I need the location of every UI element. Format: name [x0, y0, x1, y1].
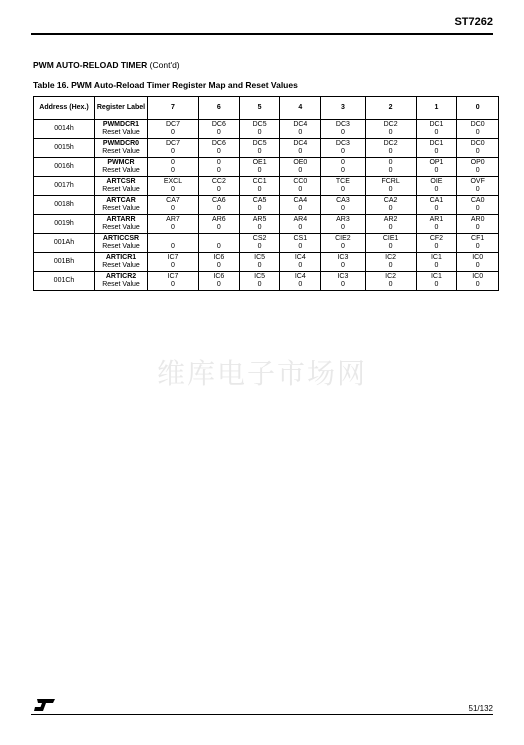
- bit-name: IC2: [385, 273, 397, 280]
- bit-name: AR0: [470, 216, 485, 223]
- bit-name: CC0: [293, 178, 308, 185]
- bit-reset-value: 0: [340, 167, 345, 174]
- bit-reset-value: 0: [257, 167, 262, 174]
- bit-reset-value: 0: [257, 262, 262, 269]
- bit-cell: [321, 253, 365, 272]
- bit-name: [149, 235, 197, 243]
- table-row: [34, 272, 499, 291]
- bit-cell: [416, 272, 457, 291]
- bit-reset-value: 0: [434, 186, 439, 193]
- header-register-label: Register Label: [95, 97, 148, 120]
- bit-reset-value: 0: [388, 281, 393, 288]
- bit-cell: [321, 272, 365, 291]
- bit-reset-value: 0: [171, 224, 175, 231]
- bit-cell: [198, 272, 239, 291]
- bit-name: AR7: [166, 216, 180, 223]
- header-bit-5: 5: [239, 97, 280, 120]
- register-label-cell: [95, 177, 148, 196]
- bit-cell: [416, 234, 457, 253]
- bit-cell: [416, 139, 457, 158]
- header-bit-6: 6: [198, 97, 239, 120]
- bit-cell: [321, 120, 365, 139]
- bit-cell: [148, 253, 199, 272]
- bit-name: IC7: [167, 254, 179, 261]
- bit-cell: [198, 120, 239, 139]
- bit-name: DC6: [211, 140, 226, 147]
- bit-name: OIE: [430, 178, 443, 185]
- register-label-cell: [95, 215, 148, 234]
- bit-name: 0: [171, 159, 175, 166]
- bit-reset-value: 0: [388, 167, 393, 174]
- bit-reset-value: 0: [171, 205, 175, 212]
- address-cell: 0019h: [34, 215, 95, 234]
- bit-cell: [239, 139, 280, 158]
- bit-cell: [148, 120, 199, 139]
- bit-reset-value: 0: [388, 148, 393, 155]
- register-name: PWMCR: [107, 159, 135, 166]
- bit-name: EXCL: [163, 178, 183, 185]
- bit-reset-value: 0: [171, 148, 175, 155]
- bit-name: IC6: [213, 273, 225, 280]
- bit-reset-value: 0: [340, 281, 345, 288]
- bit-cell: [148, 196, 199, 215]
- bit-cell: [416, 215, 457, 234]
- table-header-row: [34, 97, 499, 120]
- register-name: ARTCSR: [106, 178, 136, 185]
- address-cell: 001Ah: [34, 234, 95, 253]
- bit-reset-value: 0: [475, 262, 480, 269]
- bit-reset-value: 0: [434, 148, 439, 155]
- bit-name: OE1: [252, 159, 267, 166]
- bit-cell: [365, 120, 416, 139]
- bit-cell: [198, 215, 239, 234]
- bit-cell: [198, 177, 239, 196]
- table-row: [34, 158, 499, 177]
- bit-reset-value: 0: [434, 167, 439, 174]
- bit-reset-value: 0: [298, 262, 303, 269]
- bit-cell: [280, 139, 321, 158]
- bit-reset-value: 0: [171, 167, 175, 174]
- bit-reset-value: 0: [257, 243, 262, 250]
- bit-reset-value: 0: [257, 224, 262, 231]
- bit-name: DC7: [165, 140, 180, 147]
- register-label-cell: [95, 196, 148, 215]
- bit-cell: [148, 234, 199, 253]
- header-bit-7: 7: [148, 97, 199, 120]
- page-number: 51/132: [468, 704, 493, 713]
- bit-reset-value: 0: [434, 224, 439, 231]
- bit-reset-value: 0: [257, 205, 262, 212]
- bit-name: AR4: [293, 216, 308, 223]
- bit-name: [200, 235, 238, 243]
- bit-name: 0: [216, 159, 221, 166]
- header-address: Address (Hex.): [34, 97, 95, 120]
- bit-reset-value: 0: [475, 243, 480, 250]
- bit-cell: [148, 272, 199, 291]
- bit-cell: [239, 215, 280, 234]
- bit-name: DC6: [211, 121, 226, 128]
- reset-value-label: Reset Value: [102, 262, 140, 269]
- table-row: [34, 177, 499, 196]
- bit-name: CC1: [252, 178, 267, 185]
- bit-name: IC3: [337, 254, 349, 261]
- bit-reset-value: 0: [475, 148, 480, 155]
- bit-cell: [321, 139, 365, 158]
- bit-name: DC4: [293, 121, 308, 128]
- bit-name: CA5: [252, 197, 267, 204]
- document-header-title: ST7262: [454, 16, 493, 28]
- address-cell: 0017h: [34, 177, 95, 196]
- bit-cell: [239, 177, 280, 196]
- bit-cell: [148, 158, 199, 177]
- header-bit-0: 0: [457, 97, 499, 120]
- bit-reset-value: 0: [298, 224, 303, 231]
- bit-name: CA7: [166, 197, 180, 204]
- register-table-body: [34, 120, 499, 291]
- bit-reset-value: 0: [298, 281, 303, 288]
- bit-name: OP0: [470, 159, 485, 166]
- bit-cell: [321, 234, 365, 253]
- bit-cell: [280, 234, 321, 253]
- bit-cell: [321, 215, 365, 234]
- bit-reset-value: 0: [171, 243, 175, 250]
- bit-cell: [148, 177, 199, 196]
- bit-name: DC3: [335, 140, 350, 147]
- table-row: [34, 215, 499, 234]
- address-cell: 0014h: [34, 120, 95, 139]
- register-name: ARTICR2: [105, 273, 137, 280]
- bit-cell: [416, 196, 457, 215]
- reset-value-label: Reset Value: [102, 167, 140, 174]
- address-cell: 0018h: [34, 196, 95, 215]
- bit-name: IC6: [213, 254, 225, 261]
- bit-reset-value: 0: [340, 262, 345, 269]
- bit-cell: [198, 196, 239, 215]
- bit-cell: [365, 253, 416, 272]
- table-caption: Table 16. PWM Auto-Reload Timer Register Map and Reset Values: [33, 80, 298, 90]
- bit-cell: [239, 158, 280, 177]
- bit-cell: [321, 196, 365, 215]
- bit-name: DC7: [165, 121, 180, 128]
- bit-reset-value: 0: [388, 262, 393, 269]
- bit-reset-value: 0: [388, 186, 393, 193]
- bit-reset-value: 0: [340, 186, 345, 193]
- bit-reset-value: 0: [216, 167, 221, 174]
- bit-reset-value: 0: [171, 281, 175, 288]
- bit-name: FCRL: [381, 178, 400, 185]
- bit-cell: [457, 272, 499, 291]
- bit-reset-value: 0: [216, 224, 221, 231]
- reset-value-label: Reset Value: [102, 224, 140, 231]
- bit-name: AR6: [212, 216, 226, 223]
- bit-name: AR3: [336, 216, 350, 223]
- bit-cell: [239, 196, 280, 215]
- bit-name: 0: [388, 159, 393, 166]
- reset-value-label: Reset Value: [102, 243, 140, 250]
- bit-cell: [416, 253, 457, 272]
- bit-reset-value: 0: [340, 148, 345, 155]
- bit-reset-value: 0: [216, 148, 221, 155]
- bit-name: DC1: [429, 121, 444, 128]
- header-divider: [31, 33, 493, 35]
- bit-name: IC2: [385, 254, 397, 261]
- bit-reset-value: 0: [257, 186, 262, 193]
- bit-cell: [280, 272, 321, 291]
- bit-name: DC1: [429, 140, 444, 147]
- bit-name: OP1: [429, 159, 444, 166]
- bit-cell: [416, 120, 457, 139]
- bit-cell: [148, 139, 199, 158]
- bit-name: CF2: [429, 235, 444, 242]
- bit-name: IC3: [337, 273, 349, 280]
- bit-cell: [365, 177, 416, 196]
- bit-cell: [280, 196, 321, 215]
- bit-reset-value: 0: [298, 243, 303, 250]
- bit-reset-value: 0: [475, 205, 480, 212]
- bit-cell: [239, 253, 280, 272]
- bit-reset-value: 0: [257, 129, 262, 136]
- bit-name: CS2: [252, 235, 267, 242]
- bit-name: IC4: [294, 273, 306, 280]
- section-title-main: PWM AUTO-RELOAD TIMER: [33, 60, 148, 70]
- bit-reset-value: 0: [171, 262, 175, 269]
- bit-name: IC1: [430, 273, 442, 280]
- bit-name: CA1: [429, 197, 444, 204]
- bit-cell: [457, 215, 499, 234]
- register-name: PWMDCR0: [102, 140, 140, 147]
- bit-reset-value: 0: [257, 148, 262, 155]
- bit-reset-value: 0: [434, 243, 439, 250]
- reset-value-label: Reset Value: [102, 129, 140, 136]
- bit-cell: [457, 139, 499, 158]
- register-name: PWMDCR1: [102, 121, 140, 128]
- bit-cell: [321, 177, 365, 196]
- bit-cell: [457, 158, 499, 177]
- bit-cell: [198, 234, 239, 253]
- register-label-cell: [95, 158, 148, 177]
- bit-name: CA6: [212, 197, 226, 204]
- reset-value-label: Reset Value: [102, 148, 140, 155]
- bit-cell: [457, 196, 499, 215]
- bit-name: CS1: [293, 235, 308, 242]
- bit-reset-value: 0: [171, 129, 175, 136]
- bit-name: CA0: [470, 197, 485, 204]
- register-label-cell: [95, 253, 148, 272]
- bit-cell: [457, 120, 499, 139]
- bit-name: 0: [340, 159, 345, 166]
- bit-name: DC5: [252, 121, 267, 128]
- section-title-cont: (Cont'd): [149, 60, 180, 70]
- table-row: [34, 120, 499, 139]
- bit-reset-value: 0: [475, 281, 480, 288]
- bit-name: DC4: [293, 140, 308, 147]
- header-bit-3: 3: [321, 97, 365, 120]
- bit-cell: [457, 177, 499, 196]
- bit-reset-value: 0: [257, 281, 262, 288]
- bit-cell: [198, 253, 239, 272]
- bit-cell: [365, 139, 416, 158]
- bit-name: DC5: [252, 140, 267, 147]
- bit-reset-value: 0: [216, 129, 221, 136]
- bit-reset-value: 0: [340, 129, 345, 136]
- bit-reset-value: 0: [298, 167, 303, 174]
- bit-cell: [198, 158, 239, 177]
- register-label-cell: [95, 234, 148, 253]
- bit-name: CA2: [383, 197, 398, 204]
- bit-cell: [280, 120, 321, 139]
- bit-name: CIE2: [335, 235, 351, 242]
- bit-reset-value: 0: [216, 243, 221, 250]
- bit-reset-value: 0: [434, 262, 439, 269]
- bit-reset-value: 0: [434, 129, 439, 136]
- section-title: [33, 60, 180, 70]
- bit-name: CA4: [293, 197, 308, 204]
- watermark-text: 维库电子市场网: [156, 357, 367, 390]
- bit-name: IC5: [254, 273, 266, 280]
- reset-value-label: Reset Value: [102, 281, 140, 288]
- bit-name: OE0: [293, 159, 308, 166]
- header-bit-2: 2: [365, 97, 416, 120]
- address-cell: 0016h: [34, 158, 95, 177]
- bit-cell: [457, 253, 499, 272]
- bit-cell: [416, 177, 457, 196]
- register-label-cell: [95, 139, 148, 158]
- bit-cell: [198, 139, 239, 158]
- bit-reset-value: 0: [216, 262, 221, 269]
- register-name: ARTICCSR: [102, 235, 140, 242]
- bit-reset-value: 0: [216, 281, 221, 288]
- bit-cell: [365, 196, 416, 215]
- bit-name: CC2: [211, 178, 226, 185]
- bit-name: IC4: [294, 254, 306, 261]
- bit-cell: [239, 120, 280, 139]
- address-cell: 001Ch: [34, 272, 95, 291]
- bit-cell: [239, 234, 280, 253]
- bit-reset-value: 0: [388, 243, 393, 250]
- bit-name: AR2: [383, 216, 398, 223]
- bit-cell: [280, 177, 321, 196]
- bit-name: IC1: [430, 254, 442, 261]
- reset-value-label: Reset Value: [102, 186, 140, 193]
- bit-reset-value: 0: [388, 129, 393, 136]
- bit-cell: [280, 215, 321, 234]
- bit-cell: [239, 272, 280, 291]
- register-label-cell: [95, 272, 148, 291]
- bit-name: DC2: [383, 121, 398, 128]
- bit-cell: [365, 215, 416, 234]
- bit-reset-value: 0: [340, 243, 345, 250]
- bit-reset-value: 0: [298, 186, 303, 193]
- bit-cell: [280, 158, 321, 177]
- register-map-table: [33, 96, 499, 291]
- bit-cell: [280, 253, 321, 272]
- bit-reset-value: 0: [475, 129, 480, 136]
- bit-reset-value: 0: [171, 186, 175, 193]
- register-name: ARTARR: [106, 216, 136, 223]
- bit-name: AR5: [252, 216, 267, 223]
- bit-name: CIE1: [382, 235, 399, 242]
- bit-name: DC0: [470, 121, 485, 128]
- bit-cell: [321, 158, 365, 177]
- bit-cell: [365, 272, 416, 291]
- register-name: ARTCAR: [106, 197, 136, 204]
- bit-cell: [416, 158, 457, 177]
- bit-name: CA3: [336, 197, 350, 204]
- bit-name: IC5: [254, 254, 266, 261]
- bit-reset-value: 0: [216, 186, 221, 193]
- bit-reset-value: 0: [475, 167, 480, 174]
- bit-name: IC7: [167, 273, 179, 280]
- bit-reset-value: 0: [475, 224, 480, 231]
- bit-reset-value: 0: [298, 129, 303, 136]
- register-label-cell: [95, 120, 148, 139]
- table-row: [34, 234, 499, 253]
- bit-cell: [457, 234, 499, 253]
- bit-name: IC0: [472, 254, 484, 261]
- header-bit-1: 1: [416, 97, 457, 120]
- bit-reset-value: 0: [298, 205, 303, 212]
- bit-reset-value: 0: [340, 205, 345, 212]
- bit-reset-value: 0: [388, 224, 393, 231]
- bit-reset-value: 0: [340, 224, 345, 231]
- register-name: ARTICR1: [105, 254, 137, 261]
- bit-reset-value: 0: [434, 281, 439, 288]
- bit-name: DC2: [383, 140, 398, 147]
- footer-divider: [31, 714, 493, 715]
- address-cell: 001Bh: [34, 253, 95, 272]
- bit-reset-value: 0: [388, 205, 393, 212]
- bit-name: TCE: [335, 178, 350, 185]
- bit-name: DC3: [335, 121, 350, 128]
- bit-reset-value: 0: [475, 186, 480, 193]
- bit-name: CF1: [471, 235, 485, 242]
- bit-reset-value: 0: [298, 148, 303, 155]
- reset-value-label: Reset Value: [102, 205, 140, 212]
- bit-name: IC0: [472, 273, 484, 280]
- address-cell: 0015h: [34, 139, 95, 158]
- bit-name: DC0: [470, 140, 485, 147]
- bit-name: AR1: [429, 216, 444, 223]
- header-bit-4: 4: [280, 97, 321, 120]
- table-row: [34, 196, 499, 215]
- bit-cell: [365, 234, 416, 253]
- table-row: [34, 253, 499, 272]
- bit-reset-value: 0: [216, 205, 221, 212]
- bit-cell: [148, 215, 199, 234]
- bit-cell: [365, 158, 416, 177]
- bit-reset-value: 0: [434, 205, 439, 212]
- bit-name: OVF: [470, 178, 485, 185]
- table-row: [34, 139, 499, 158]
